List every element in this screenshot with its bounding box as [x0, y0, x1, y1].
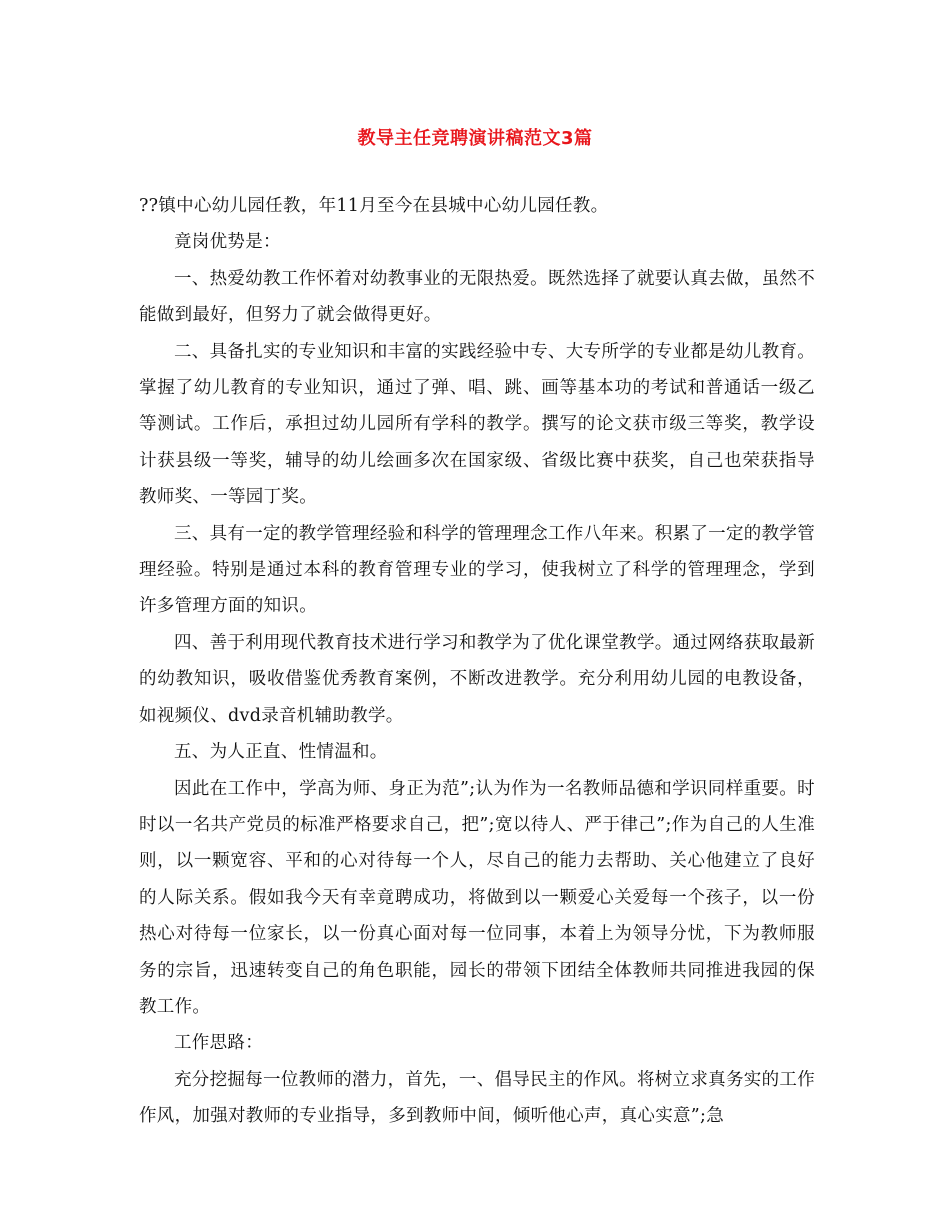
paragraph-work-ideas-heading: 工作思路： — [174, 1033, 263, 1054]
paragraph-advantage-5: 五、为人正直、性情温和。 — [174, 742, 388, 763]
paragraph-advantage-2: 二、具备扎实的专业知识和丰富的实践经验中专、大专所学的专业都是幼儿教育。掌握了幼儿教育的专业知识，通过了弹、唱、跳、画等基本功的考试和普通话一级乙等测试。工作后，承担过幼儿园所有学科的教学。撰写的论文获市级三等奖，教学设计获县级一等奖，辅导的幼儿绘画多次在国家级、省级比赛中获奖，自己也荣获指导教师奖、一等园丁奖。 — [139, 341, 815, 508]
document-title: 教导主任竞聘演讲稿范文3篇 — [357, 128, 593, 149]
paragraph-character: 因此在工作中，学高为师、身正为范”;认为作为一名教师品德和学识同样重要。时时以一名共产党员的标准严格要求自己，把”;宽以待人、严于律己”;作为自己的人生准则，以一颗宽容、平和的心对待每一个人，尽自己的能力去帮助、关心他建立了良好的人际关系。假如我今天有幸竟聘成功，将做到以一颗爱心关爱每一个孩子，以一份热心对待每一位家长，以一份真心面对每一位同事，本着上为领导分忧，下为教师服务的宗旨，迅速转变自己的角色职能，园长的带领下团结全体教师共同推进我园的保教工作。 — [139, 778, 815, 1017]
paragraph-intro: ??镇中心幼儿园任教，年11月至今在县城中心幼儿园任教。 — [139, 196, 609, 216]
paragraph-advantage-1: 一、热爱幼教工作怀着对幼教事业的无限热爱。既然选择了就要认真去做，虽然不能做到最好，但努力了就会做得更好。 — [139, 268, 815, 326]
paragraph-advantages-heading: 竟岗优势是： — [174, 232, 281, 253]
paragraph-advantage-4: 四、善于利用现代教育技术进行学习和教学为了优化课堂教学。通过网络获取最新的幼教知识，吸收借鉴优秀教育案例，不断改进教学。充分利用幼儿园的电教设备，如视频仪、dvd录音机辅助教学。 — [139, 632, 815, 726]
document-body — [139, 188, 815, 1135]
paragraph-advantage-3: 三、具有一定的教学管理经验和科学的管理理念工作八年来。积累了一定的教学管理经验。特别是通过本科的教育管理专业的学习，使我树立了科学的管理理念，学到许多管理方面的知识。 — [139, 523, 815, 617]
paragraph-work-ideas: 充分挖掘每一位教师的潜力，首先，一、倡导民主的作风。将树立求真务实的工作作风，加强对教师的专业指导，多到教师中间，倾听他心声，真心实意”;急 — [139, 1069, 815, 1127]
